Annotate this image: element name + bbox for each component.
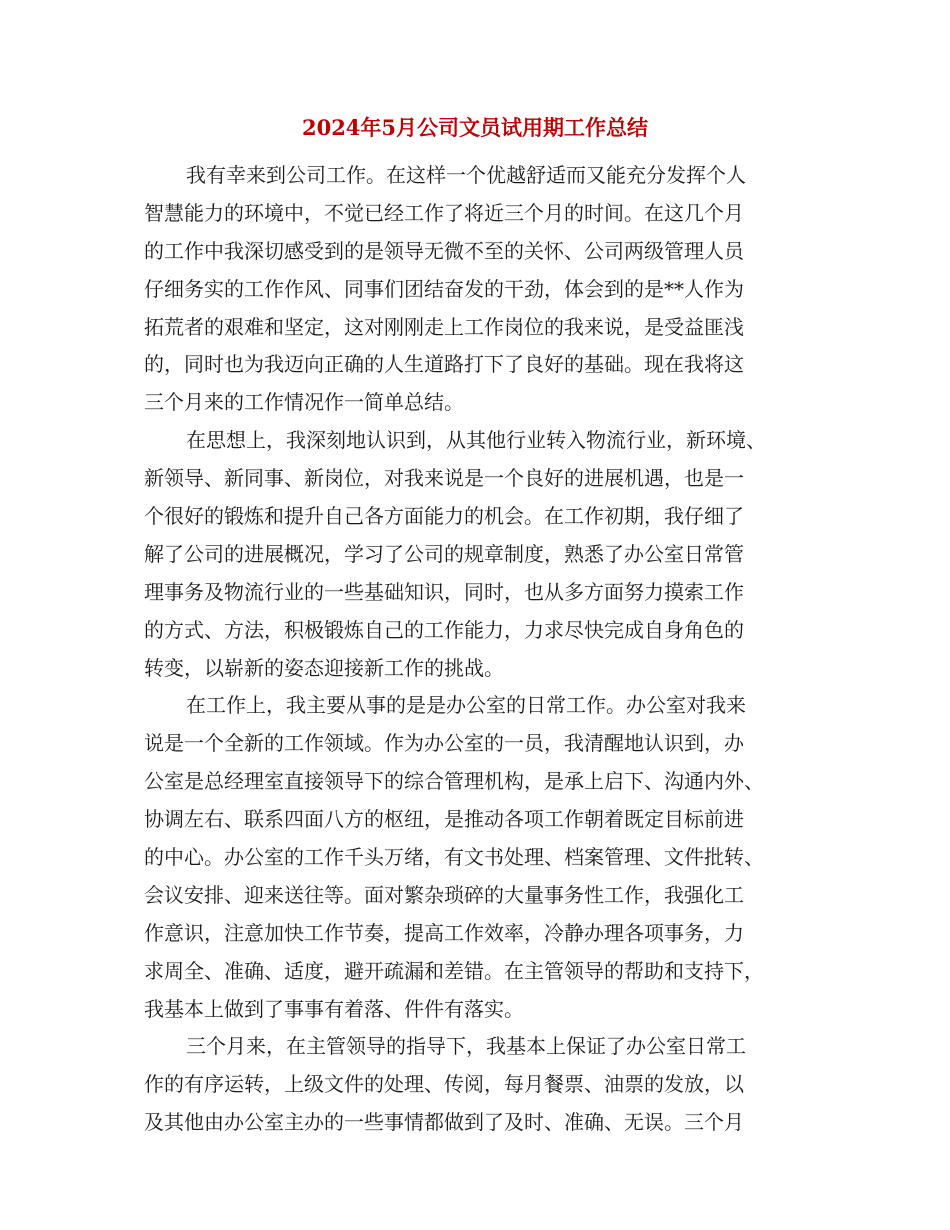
text-line: 拓荒者的艰难和坚定，这对刚刚走上工作岗位的我来说，是受益匪浅 [144,314,744,339]
text-line: 转变，以崭新的姿态迎接新工作的挑战。 [144,655,504,680]
text-line: 理事务及物流行业的一些基础知识，同时，也从多方面努力摸索工作 [144,579,744,604]
text-line: 会议安排、迎来送往等。面对繁杂琐碎的大量事务性工作，我强化工 [144,882,744,907]
text-line: 的工作中我深切感受到的是领导无微不至的关怀、公司两级管理人员 [144,238,744,263]
text-line: 仔细务实的工作作风、同事们团结奋发的干劲，体会到的是**人作为 [144,276,744,301]
paragraph-2 [144,425,808,690]
text-line: 三个月来的工作情况作一简单总结。 [144,390,464,415]
text-line: 协调左右、联系四面八方的枢纽，是推动各项工作朝着既定目标前进 [144,807,744,832]
document-title: 2024年5月公司文员试用期工作总结 [301,115,649,140]
text-line: 新领导、新同事、新岗位，对我来说是一个良好的进展机遇，也是一 [144,466,744,491]
paragraph-4 [144,1031,808,1145]
text-line: 公室是总经理室直接领导下的综合管理机构，是承上启下、沟通内外、 [144,769,764,794]
text-line: 我基本上做到了事事有着落、件件有落实。 [144,996,524,1021]
text-line: 三个月来，在主管领导的指导下，我基本上保证了办公室日常工 [186,1034,746,1059]
text-line: 智慧能力的环境中，不觉已经工作了将近三个月的时间。在这几个月 [144,200,744,225]
text-line: 的方式、方法，积极锻炼自己的工作能力，力求尽快完成自身角色的 [144,617,744,642]
text-line: 我有幸来到公司工作。在这样一个优越舒适而又能充分发挥个人 [186,163,746,187]
paragraph-1 [144,160,808,425]
text-line: 说是一个全新的工作领域。作为办公室的一员，我清醒地认识到，办 [144,731,744,756]
text-line: 的，同时也为我迈向正确的人生道路打下了良好的基础。现在我将这 [144,352,744,377]
text-line: 作的有序运转，上级文件的处理、传阅，每月餐票、油票的发放，以 [144,1072,744,1097]
text-line: 解了公司的进展概况，学习了公司的规章制度，熟悉了办公室日常管 [144,541,744,566]
text-line: 及其他由办公室主办的一些事情都做到了及时、准确、无误。三个月 [144,1110,744,1135]
text-line: 求周全、准确、适度，避开疏漏和差错。在主管领导的帮助和支持下， [144,958,764,983]
text-line: 个很好的锻炼和提升自己各方面能力的机会。在工作初期，我仔细了 [144,504,744,529]
text-line: 在工作上，我主要从事的是是办公室的日常工作。办公室对我来 [186,693,746,718]
document-body [144,160,808,1145]
text-line: 在思想上，我深刻地认识到，从其他行业转入物流行业，新环境、 [186,428,766,453]
text-line: 作意识，注意加快工作节奏，提高工作效率，冷静办理各项事务，力 [144,920,744,945]
text-line: 的中心。办公室的工作千头万绪，有文书处理、档案管理、文件批转、 [144,845,764,870]
paragraph-3 [144,690,808,1031]
